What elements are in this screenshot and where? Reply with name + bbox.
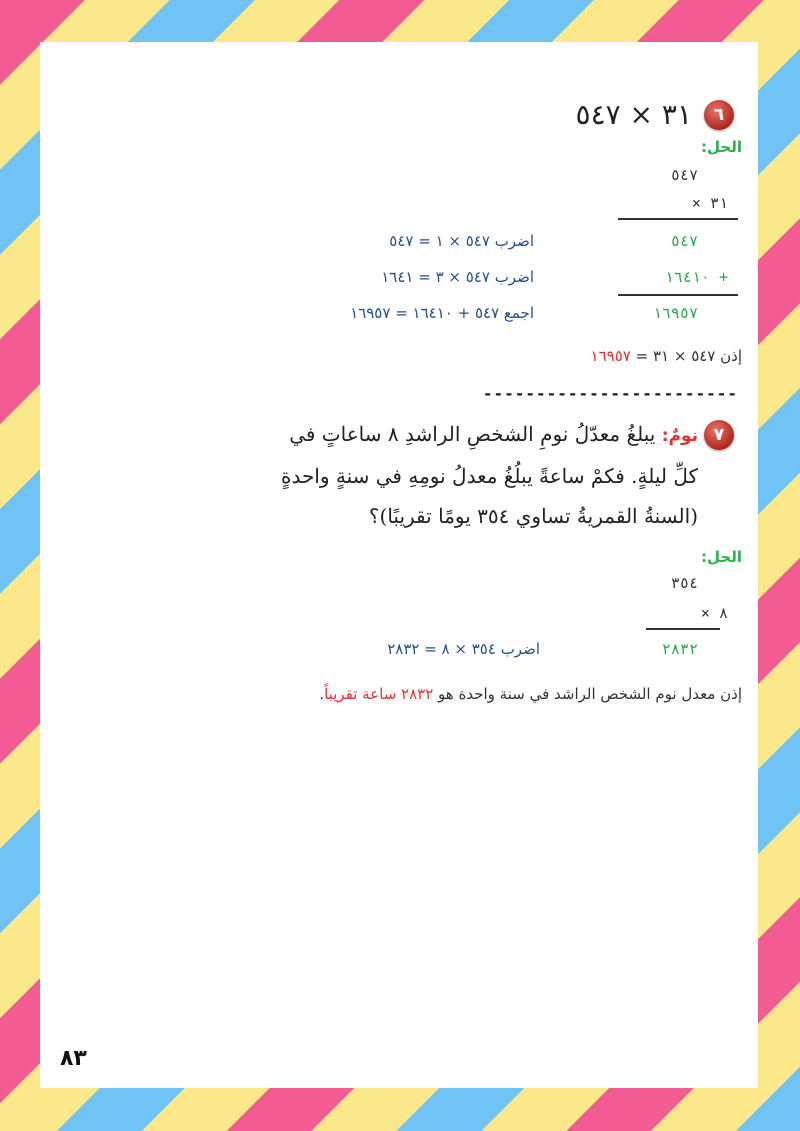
question-6-badge: ٦ bbox=[704, 100, 734, 130]
q6-step-3: اجمع ٥٤٧ + ١٦٤١٠ = ١٦٩٥٧ bbox=[350, 304, 534, 322]
q7-line-1-text: يبلغُ معدّلُ نومِ الشخصِ الراشدِ ٨ ساعاتٍ في bbox=[289, 422, 656, 446]
question-6-solution-label: الحل: bbox=[701, 138, 742, 156]
question-7-badge: ٧ bbox=[704, 420, 734, 450]
q7-conclusion-value: ٢٨٣٢ ساعة تقريباً bbox=[324, 685, 434, 703]
q6-rule-1 bbox=[618, 218, 738, 220]
q6-partial-2: + ١٦٤١٠ bbox=[664, 268, 728, 286]
q7-conclusion bbox=[319, 685, 742, 703]
q6-top-operand: ٥٤٧ bbox=[670, 166, 698, 184]
q7-multiplier: ٨ × bbox=[700, 604, 728, 622]
q7-result: ٢٨٣٢ bbox=[661, 640, 698, 658]
question-7-solution-label: الحل: bbox=[701, 548, 742, 566]
separator: ------------------------ bbox=[482, 384, 738, 403]
q7-top-operand: ٣٥٤ bbox=[670, 574, 698, 592]
q7-line-1 bbox=[258, 414, 698, 456]
q7-topic: نومٌ: bbox=[661, 426, 698, 446]
q6-conclusion-value: ١٦٩٥٧ bbox=[590, 347, 631, 365]
q6-partial-1: ٥٤٧ bbox=[670, 232, 698, 250]
question-6-expression: ٣١ × ٥٤٧ bbox=[575, 98, 692, 131]
q6-step-1: اضرب ٥٤٧ × ١ = ٥٤٧ bbox=[389, 232, 534, 250]
q7-line-3: (السنةُ القمريةُ تساوي ٣٥٤ يومًا تقريبًا)؟ bbox=[368, 504, 698, 528]
q6-conclusion bbox=[591, 347, 742, 365]
q7-rule bbox=[646, 628, 720, 630]
q6-rule-2 bbox=[618, 294, 738, 296]
question-7-text bbox=[258, 414, 698, 536]
q6-step-2: اضرب ٥٤٧ × ٣ = ١٦٤١ bbox=[381, 268, 534, 286]
page bbox=[40, 42, 758, 1088]
q6-result: ١٦٩٥٧ bbox=[652, 304, 698, 322]
q7-conclusion-prefix: إذن معدل نوم الشخص الراشد في سنة واحدة هو bbox=[433, 685, 742, 703]
q7-line-2: كلِّ ليلةٍ. فكمْ ساعةً يبلُغُ معدلُ نومِهِ في سنةٍ واحدةٍ bbox=[280, 464, 698, 488]
q7-step-1: اضرب ٣٥٤ × ٨ = ٢٨٣٢ bbox=[387, 640, 540, 658]
q6-conclusion-prefix: إذن ٥٤٧ × ٣١ = bbox=[630, 347, 742, 365]
q7-conclusion-suffix: . bbox=[319, 685, 325, 703]
page-number: ٨٣ bbox=[60, 1046, 87, 1071]
q6-multiplier: ٣١ × bbox=[691, 194, 728, 212]
